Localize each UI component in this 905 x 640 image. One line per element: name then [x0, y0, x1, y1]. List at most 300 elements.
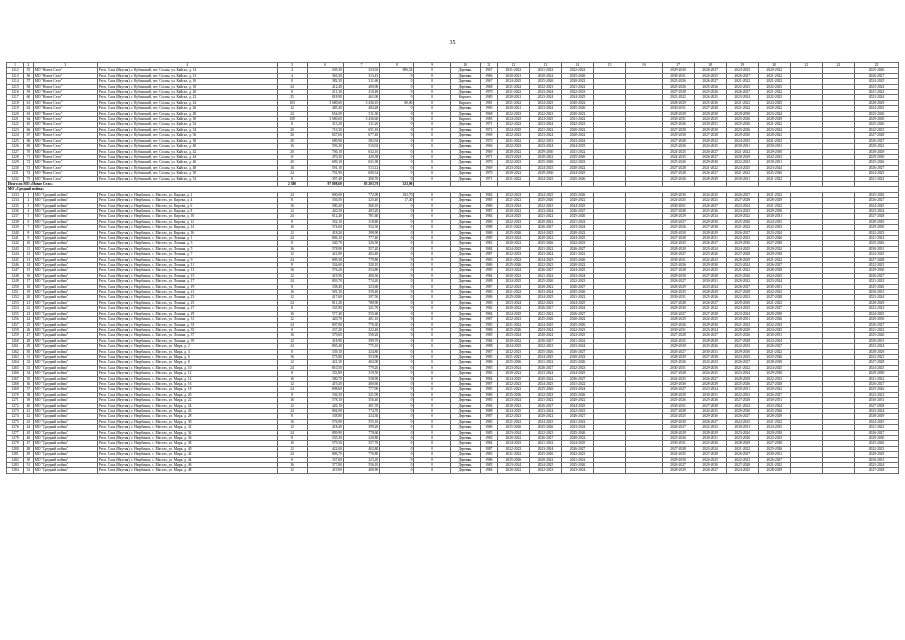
table-cell: 1969: [480, 106, 497, 111]
table-cell: 2026-2027: [694, 154, 726, 159]
table-cell: 1250: [7, 284, 24, 289]
table-cell: 323,60: [343, 284, 379, 289]
table-cell: 2023-2024: [529, 106, 561, 111]
table-cell: 16: [277, 354, 307, 359]
table-cell: 402,40: [343, 252, 379, 257]
table-cell: 2022-2023: [497, 219, 529, 224]
table-cell: 2022-2023: [758, 376, 790, 381]
table-cell: МО "Средний пойма": [33, 425, 97, 430]
table-cell: 2029-2030: [758, 311, 790, 316]
table-cell: МО "Новое Село": [33, 73, 97, 78]
table-cell: 404,28: [343, 106, 379, 111]
table-cell: 2022-2023: [726, 295, 758, 300]
table-cell: 0: [414, 295, 450, 300]
table-cell: 2024-2025: [529, 354, 561, 359]
table-cell: 12: [277, 468, 307, 473]
table-cell: 631,38: [343, 160, 379, 165]
table-cell: Респ. Саха (Якутия), г. Кубинский, пгт. Сосны, ул. Кайгал, д. 44: [97, 154, 277, 159]
total-living: 83 203,70: [343, 181, 379, 186]
table-cell: 2021-2022: [694, 165, 726, 170]
table-cell: 1278: [7, 436, 24, 441]
table-cell: 2022-2023: [497, 381, 529, 386]
table-cell: 0: [380, 122, 414, 127]
table-cell: 2026-2027: [758, 306, 790, 311]
table-cell: 0: [380, 354, 414, 359]
table-cell: Респ. Саха (Якутия), г. Кубинский, пгт. Сосны, ул. Кайгал, д. 50: [97, 171, 277, 176]
table-cell: 1276: [7, 425, 24, 430]
table-cell: МО "Средний пойма": [33, 403, 97, 408]
table-cell: Респ. Саха (Якутия), г. Кубинский, пгт. Сосны, ул. Кайгал, д. 48: [97, 165, 277, 170]
table-cell: 2024-2025: [694, 409, 726, 414]
table-cell: 0: [380, 376, 414, 381]
table-cell: 66: [24, 127, 34, 132]
table-cell: 26: [277, 133, 307, 138]
table-cell: 2020-2022: [562, 79, 594, 84]
table-cell: 2030-2031: [694, 122, 726, 127]
table-cell: Кирпич.: [450, 100, 480, 105]
table-cell: 52: [24, 468, 34, 473]
table-cell: 2026-2027: [562, 349, 594, 354]
table-cell: 2024-2025: [562, 268, 594, 273]
table-cell: 0: [380, 149, 414, 154]
table-cell: 2021-2022: [497, 225, 529, 230]
table-cell: 2023-2024: [855, 344, 899, 349]
table-cell: 2025-2026: [726, 273, 758, 278]
table-cell: Респ. Саха (Якутия), г. Кубинский, пгт. Сосны, ул. Кайгал, д. 18: [97, 84, 277, 89]
table-cell: 2020-2022: [758, 387, 790, 392]
table-cell: 774,20: [343, 279, 379, 284]
column-number-cell: 16: [626, 63, 662, 68]
table-cell: 2029-2030: [726, 241, 758, 246]
table-cell: Деревян.: [450, 295, 480, 300]
table-cell: 2029-2030: [662, 192, 694, 197]
table-cell: 2022-2023: [855, 306, 899, 311]
table-cell: 2021-2022: [758, 257, 790, 262]
table-cell: 12: [277, 317, 307, 322]
table-cell: 2025-2026: [758, 171, 790, 176]
table-cell: 2028-2029: [694, 176, 726, 181]
table-cell: 0: [380, 409, 414, 414]
table-cell: 2026-2027: [529, 268, 561, 273]
table-cell: 2024-2025: [562, 403, 594, 408]
table-cell: 2022-2022: [562, 68, 594, 73]
table-cell: 8: [277, 457, 307, 462]
table-cell: 0: [380, 457, 414, 462]
table-cell: 0: [414, 425, 450, 430]
table-cell: 2024-2025: [562, 441, 594, 446]
table-cell: 2023-2024: [562, 138, 594, 143]
table-cell: 24: [277, 192, 307, 197]
table-cell: 2029-2030: [855, 371, 899, 376]
table-cell: 8: [277, 436, 307, 441]
table-cell: 2025-2026: [855, 333, 899, 338]
table-cell: 336,30: [307, 392, 343, 397]
table-cell: 2024-2025: [694, 144, 726, 149]
table-cell: 318,80: [343, 219, 379, 224]
table-cell: МО "Средний пойма": [33, 446, 97, 451]
table-cell: 1262: [7, 349, 24, 354]
table-cell: 2024-2025: [562, 144, 594, 149]
table-cell: МО "Новое Село": [33, 138, 97, 143]
table-cell: Деревян.: [450, 165, 480, 170]
table-cell: Респ. Саха (Якутия), г. Нюрбинск, с. Мастах, ул. Мира, д. 4: [97, 349, 277, 354]
table-cell: 31: [24, 354, 34, 359]
table-cell: 2025-2026: [562, 257, 594, 262]
table-cell: 2025-2026: [497, 230, 529, 235]
table-cell: Респ. Саха (Якутия), г. Нюрбинск, с. Мастах, ул. Ленина, д. 1: [97, 236, 277, 241]
table-cell: Деревян.: [450, 214, 480, 219]
table-cell: [594, 468, 626, 473]
table-cell: 0: [380, 317, 414, 322]
table-cell: 8: [277, 263, 307, 268]
table-cell: 778,60: [343, 430, 379, 435]
table-cell: 1986: [480, 392, 497, 397]
table-cell: 774,70: [343, 409, 379, 414]
table-cell: 2028-2029: [694, 381, 726, 386]
table-cell: Деревян.: [450, 225, 480, 230]
table-cell: 8: [277, 90, 307, 95]
table-cell: 2026-2027: [562, 208, 594, 213]
table-cell: МО "Новое Село": [33, 171, 97, 176]
table-cell: 0: [380, 338, 414, 343]
table-cell: 16: [277, 419, 307, 424]
table-cell: 2027-2028: [662, 333, 694, 338]
table-cell: [822, 468, 854, 473]
table-cell: 701,90: [307, 171, 343, 176]
table-cell: 0: [414, 306, 450, 311]
table-cell: 2026-2027: [758, 392, 790, 397]
table-cell: 0: [380, 392, 414, 397]
table-cell: 51: [24, 463, 34, 468]
table-cell: 2025-2026: [726, 122, 758, 127]
table-cell: 2025-2026: [529, 317, 561, 322]
table-cell: 2024-2025: [758, 100, 790, 105]
table-cell: 26: [24, 327, 34, 332]
table-cell: 2029-2030: [726, 300, 758, 305]
table-cell: 2025-2026: [855, 387, 899, 392]
table-cell: 2022-2023: [726, 84, 758, 89]
table-cell: Респ. Саха (Якутия), г. Нюрбинск, с. Мастах, ул. Ленина, д. 11: [97, 263, 277, 268]
table-cell: 580,20: [307, 203, 343, 208]
table-cell: 2024-2025: [529, 381, 561, 386]
table-cell: 2026-2027: [726, 284, 758, 289]
table-cell: МО "Средний пойма": [33, 376, 97, 381]
table-cell: 0: [414, 106, 450, 111]
table-cell: 0: [414, 257, 450, 262]
table-cell: 2029-2030: [855, 317, 899, 322]
table-cell: 558,90: [343, 376, 379, 381]
table-cell: 2020-2022: [562, 398, 594, 403]
table-cell: 2025-2026: [758, 236, 790, 241]
table-cell: Деревян.: [450, 452, 480, 457]
table-cell: 1971: [480, 176, 497, 181]
table-cell: 16: [277, 165, 307, 170]
table-cell: 1: [24, 192, 34, 197]
table-cell: Респ. Саха (Якутия), г. Нюрбинск, с. Мастах, ул. Кирова, д. 16: [97, 230, 277, 235]
table-cell: 2020-2022: [562, 127, 594, 132]
table-cell: 65: [24, 122, 34, 127]
table-cell: 1984: [480, 214, 497, 219]
table-cell: 2024-2025: [855, 419, 899, 424]
table-cell: Деревян.: [450, 246, 480, 251]
table-cell: 71: [24, 154, 34, 159]
table-cell: 325,40: [343, 198, 379, 203]
table-cell: 20: [277, 127, 307, 132]
table-cell: Деревян.: [450, 192, 480, 197]
table-cell: 2021-2022: [726, 403, 758, 408]
table-cell: 2028-2029: [662, 468, 694, 473]
table-cell: Респ. Саха (Якутия), г. Кубинский, пгт. Сосны, ул. Кайгал, д. 34: [97, 127, 277, 132]
table-cell: 2024-2025: [758, 425, 790, 430]
table-cell: 2028-2029: [694, 230, 726, 235]
table-cell: 2025-2026: [726, 333, 758, 338]
table-cell: 577,40: [307, 311, 343, 316]
table-cell: 2026-2027: [529, 436, 561, 441]
table-cell: 2020-2022: [726, 214, 758, 219]
table-cell: 421,80: [307, 252, 343, 257]
table-cell: Деревян.: [450, 79, 480, 84]
table-cell: 72: [24, 160, 34, 165]
table-cell: 2025-2026: [562, 392, 594, 397]
table-cell: 12: [277, 425, 307, 430]
table-cell: 2023-2024: [497, 165, 529, 170]
table-cell: 418,90: [307, 338, 343, 343]
table-cell: 1219: [7, 106, 24, 111]
table-cell: Деревян.: [450, 430, 480, 435]
table-cell: 2028-2029: [855, 100, 899, 105]
table-cell: 16: [277, 398, 307, 403]
table-cell: 2021-2022: [758, 463, 790, 468]
table-cell: 2024-2025: [694, 192, 726, 197]
table-cell: 1983: [480, 290, 497, 295]
table-cell: 1982: [480, 306, 497, 311]
table-cell: 0: [380, 322, 414, 327]
table-cell: 2023-2024: [726, 430, 758, 435]
table-cell: 2030-2031: [694, 349, 726, 354]
table-cell: Респ. Саха (Якутия), г. Нюрбинск, с. Мастах, ул. Мира, д. 46: [97, 463, 277, 468]
table-cell: 2025-2026: [758, 354, 790, 359]
table-cell: Деревян.: [450, 106, 480, 111]
table-cell: 399,70: [343, 338, 379, 343]
table-cell: Респ. Саха (Якутия), г. Кубинский, пгт. Сосны, ул. Кайгал, д. 46: [97, 160, 277, 165]
table-cell: 2026-2027: [529, 365, 561, 370]
table-cell: 2022-2023: [758, 84, 790, 89]
table-cell: 1967: [480, 79, 497, 84]
table-cell: МО "Средний пойма": [33, 381, 97, 386]
table-cell: 59: [24, 90, 34, 95]
table-cell: 401,10: [343, 317, 379, 322]
table-cell: 0: [414, 279, 450, 284]
table-cell: 2028-2029: [726, 376, 758, 381]
table-cell: 69: [24, 144, 34, 149]
table-cell: 2024-2025: [562, 333, 594, 338]
table-cell: 2023-2024: [726, 95, 758, 100]
table-cell: МО "Средний пойма": [33, 354, 97, 359]
table-cell: 2025-2026: [662, 144, 694, 149]
table-cell: 0: [414, 252, 450, 257]
table-cell: 0: [380, 144, 414, 149]
table-cell: 0: [414, 171, 450, 176]
column-number-cell: 1: [7, 63, 24, 68]
table-cell: 2024-2025: [497, 409, 529, 414]
table-cell: 2022-2023: [855, 263, 899, 268]
table-cell: 63: [24, 111, 34, 116]
table-cell: 0: [414, 403, 450, 408]
table-cell: 552,30: [343, 225, 379, 230]
table-cell: 1235: [7, 203, 24, 208]
table-cell: 2026-2027: [694, 419, 726, 424]
table-cell: 420,70: [307, 317, 343, 322]
table-cell: 557,70: [343, 441, 379, 446]
table-cell: 0: [380, 268, 414, 273]
table-cell: 2028-2029: [662, 317, 694, 322]
table-cell: 2021-2022: [758, 192, 790, 197]
table-cell: 2026-2027: [855, 165, 899, 170]
table-cell: 24: [277, 344, 307, 349]
table-cell: 2022-2023: [855, 354, 899, 359]
table-cell: 336,50: [307, 198, 343, 203]
table-cell: 17,40: [380, 198, 414, 203]
table-cell: Респ. Саха (Якутия), г. Нюрбинск, с. Мастах, ул. Ленина, д. 21: [97, 290, 277, 295]
table-cell: 2024-2025: [726, 208, 758, 213]
table-cell: 578,10: [307, 398, 343, 403]
table-cell: 24: [277, 257, 307, 262]
table-cell: 0: [380, 263, 414, 268]
table-cell: 2020-2022: [562, 354, 594, 359]
table-cell: 0: [414, 290, 450, 295]
column-number-cell: 21: [790, 63, 822, 68]
table-cell: 2027-2028: [694, 133, 726, 138]
table-cell: 2022-2023: [497, 284, 529, 289]
table-cell: 2024-2025: [497, 441, 529, 446]
table-cell: 2028-2029: [758, 468, 790, 473]
table-cell: 0: [414, 73, 450, 78]
table-cell: 108: [277, 117, 307, 122]
table-cell: 2027-2028: [662, 171, 694, 176]
table-cell: 2024-2025: [855, 106, 899, 111]
table-cell: 2020-2022: [562, 230, 594, 235]
table-cell: Респ. Саха (Якутия), г. Нюрбинск, с. Мастах, ул. Мира, д. 10: [97, 365, 277, 370]
table-cell: 1986: [480, 203, 497, 208]
table-cell: 2024-2025: [694, 457, 726, 462]
table-cell: 2020-2022: [562, 111, 594, 116]
table-cell: 1970: [480, 171, 497, 176]
table-cell: 818,90: [307, 95, 343, 100]
table-cell: 0: [414, 365, 450, 370]
table-cell: 2025-2026: [855, 284, 899, 289]
table-cell: 2021-2022: [726, 149, 758, 154]
table-cell: 1985: [480, 300, 497, 305]
table-cell: 2030-2031: [662, 106, 694, 111]
table-cell: 1969: [480, 133, 497, 138]
table-cell: 804,90: [307, 409, 343, 414]
table-cell: 2021-2022: [726, 79, 758, 84]
table-cell: 47: [24, 441, 34, 446]
table-cell: 2021-2022: [855, 327, 899, 332]
table-cell: 57: [24, 79, 34, 84]
table-cell: 2021-2022: [726, 322, 758, 327]
table-cell: 2023-2024: [497, 333, 529, 338]
table-cell: Респ. Саха (Якутия), г. Нюрбинск, с. Мастах, ул. Мира, д. 30: [97, 419, 277, 424]
table-cell: Деревян.: [450, 409, 480, 414]
table-cell: 46: [24, 436, 34, 441]
table-cell: 2027-2028: [662, 90, 694, 95]
table-cell: 311,20: [343, 122, 379, 127]
table-cell: 807,80: [307, 322, 343, 327]
table-cell: 0: [380, 349, 414, 354]
table-cell: 6: [24, 219, 34, 224]
table-cell: 8: [24, 230, 34, 235]
table-cell: 2026-2027: [662, 279, 694, 284]
table-cell: 3 436,10: [343, 100, 379, 105]
table-cell: 2027-2028: [662, 165, 694, 170]
table-cell: 2029-2030: [726, 409, 758, 414]
table-cell: 2025-2026: [662, 225, 694, 230]
table-cell: Деревян.: [450, 230, 480, 235]
table-cell: 2021-2022: [726, 106, 758, 111]
table-cell: 2024-2025: [529, 165, 561, 170]
table-cell: 56: [24, 73, 34, 78]
table-cell: 1983: [480, 452, 497, 457]
table-cell: 2026-2027: [562, 311, 594, 316]
table-cell: 1220: [7, 111, 24, 116]
table-cell: 2021-2022: [758, 203, 790, 208]
table-cell: Деревян.: [450, 387, 480, 392]
table-cell: Деревян.: [450, 284, 480, 289]
table-cell: Респ. Саха (Якутия), г. Нюрбинск, с. Мастах, ул. Мира, д. 22: [97, 398, 277, 403]
table-cell: 2022-2023: [758, 436, 790, 441]
table-cell: 1240: [7, 230, 24, 235]
total-count: 2 380: [277, 181, 307, 186]
table-cell: Респ. Саха (Якутия), г. Нюрбинск, с. Мастах, ул. Мира, д. 26: [97, 409, 277, 414]
table-cell: 1982: [480, 371, 497, 376]
table-cell: 2025-2026: [497, 263, 529, 268]
table-cell: 2029-2030: [694, 160, 726, 165]
table-cell: 2025-2026: [694, 84, 726, 89]
table-cell: 1218: [7, 100, 24, 105]
table-cell: 1229: [7, 160, 24, 165]
table-cell: 2021-2022: [562, 84, 594, 89]
table-cell: 2021-2022: [529, 127, 561, 132]
table-cell: 2021-2022: [855, 376, 899, 381]
table-cell: 632,10: [343, 149, 379, 154]
table-cell: Респ. Саха (Якутия), г. Нюрбинск, с. Мастах, ул. Ленина, д. 7: [97, 252, 277, 257]
table-cell: Деревян.: [450, 257, 480, 262]
table-cell: 2021-2022: [726, 225, 758, 230]
table-cell: Респ. Саха (Якутия), г. Нюрбинск, с. Мастах, ул. Мира, д. 8: [97, 360, 277, 365]
table-cell: 2025-2026: [855, 160, 899, 165]
table-cell: 2024-2025: [694, 268, 726, 273]
table-cell: 1254: [7, 306, 24, 311]
table-cell: 363,30: [307, 73, 343, 78]
table-cell: 1987: [480, 349, 497, 354]
table-cell: 2030-2031: [758, 284, 790, 289]
table-cell: 2029-2030: [726, 349, 758, 354]
table-cell: 776,30: [343, 322, 379, 327]
table-cell: Деревян.: [450, 398, 480, 403]
table-cell: 2024-2025: [694, 317, 726, 322]
table-cell: Респ. Саха (Якутия), г. Нюрбинск, с. Мастах, ул. Мира, д. 32: [97, 425, 277, 430]
table-cell: 2029-2030: [726, 111, 758, 116]
table-cell: 2021-2022: [497, 90, 529, 95]
table-cell: 651,10: [343, 127, 379, 132]
table-cell: 2025-2026: [529, 452, 561, 457]
table-cell: МО "Средний пойма": [33, 225, 97, 230]
table-cell: 16: [277, 441, 307, 446]
table-cell: Респ. Саха (Якутия), г. Кубинский, пгт. Сосны, ул. Кайгал, д. 36: [97, 133, 277, 138]
table-cell: 419,80: [307, 468, 343, 473]
table-cell: 421,30: [307, 360, 343, 365]
